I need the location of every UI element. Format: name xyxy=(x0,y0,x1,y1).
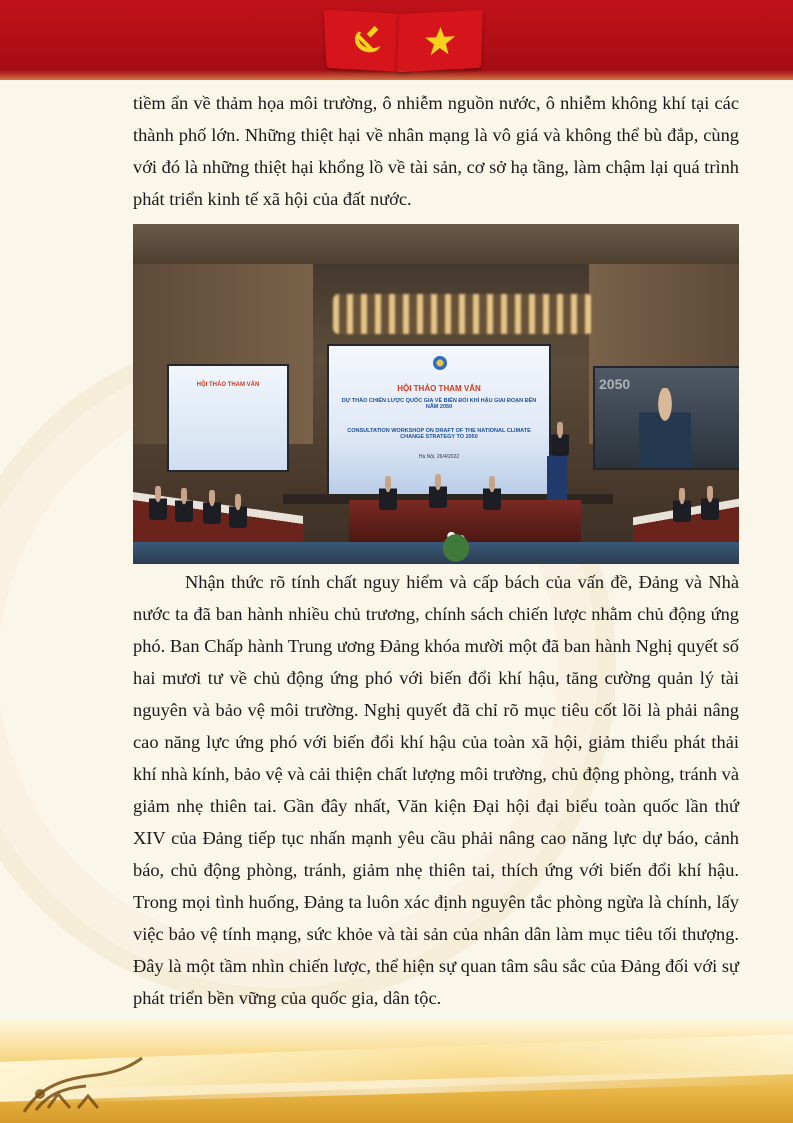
photo-ceiling-lights xyxy=(333,294,593,334)
header-sheen xyxy=(0,70,793,80)
right-projection-screen xyxy=(593,366,739,470)
main-screen-date: Hà Nội, 26/4/2022 xyxy=(418,454,460,460)
bronze-drum-bird-motif-icon xyxy=(18,1050,148,1120)
delegate xyxy=(229,494,247,528)
right-screen-number: 2050 xyxy=(599,376,631,392)
delegate xyxy=(673,488,691,522)
delegate xyxy=(701,486,719,520)
delegate xyxy=(203,490,221,524)
speaker-at-podium xyxy=(551,422,569,456)
paragraph-main: Nhận thức rõ tính chất nguy hiểm và cấp bách của vấn đề, Đảng và Nhà nước ta đã ban hành nhiều chủ trương, chính sách chiến lược nhằm chủ động ứng phó. Ban Chấp hành Trung ương Đảng khóa mười một đã ban hành Nghị quyết số hai mươi tư về chủ động ứng phó với biến đổi khí hậu, tăng cường quản lý tài nguyên và bảo vệ môi trường. Nghị quyết đã chỉ rõ mục tiêu cốt lõi là phải nâng cao năng lực ứng phó với biến đổi khí hậu của toàn xã hội, giảm thiểu phát thải khí nhà kính, bảo vệ và cải thiện chất lượng môi trường, chủ động phòng, tránh và giảm nhẹ thiên tai. Gần đây nhất, Văn kiện Đại hội đại biểu toàn quốc lần thứ XIV của Đảng tiếp tục nhấn mạnh yêu cầu phải nâng cao năng lực dự báo, cảnh báo, chủ động phòng, tránh, giảm nhẹ thiên tai, thích ứng với biến đổi khí hậu. Trong mọi tình huống, Đảng ta luôn xác định nguyên tắc phòng ngừa là chính, lấy việc bảo vệ tính mạng, sức khỏe và tài sản của nhân dân làm mục tiêu tối thượng. Đây là một tầm nhìn chiến lược, thể hiện sự quan tâm sâu sắc của Đảng đối với sự phát triển bền vững của quốc gia, dân tộc. xyxy=(133,572,739,1008)
header-banner xyxy=(0,0,793,80)
delegate xyxy=(175,488,193,522)
star-icon xyxy=(422,23,457,59)
conference-photo xyxy=(133,224,739,564)
left-projection-screen xyxy=(167,364,289,472)
event-logo-icon xyxy=(433,356,447,370)
photo-podium xyxy=(547,456,567,502)
paragraph-intro: tiềm ẩn về thảm họa môi trường, ô nhiễm nguồn nước, ô nhiễm không khí tại các thành phố lớn. Những thiệt hại về nhân mạng là vô giá và không thể bù đắp, cùng với đó là những thiệt hại khổng lồ về tài sản, cơ sở hạ tầng, làm chậm lại quá trình phát triển kinh tế xã hội của đất nước. xyxy=(133,93,739,209)
panelist xyxy=(429,474,447,508)
photo-ceiling xyxy=(133,224,739,264)
delegate xyxy=(149,486,167,520)
flower-arrangement xyxy=(433,524,479,564)
hammer-and-sickle-icon xyxy=(349,23,385,59)
main-screen-subtitle: DỰ THẢO CHIẾN LƯỢC QUỐC GIA VỀ BIẾN ĐỔI KHÍ HẬU GIAI ĐOẠN ĐẾN NĂM 2050 xyxy=(341,398,537,410)
speaker-on-screen xyxy=(639,388,691,468)
panelist xyxy=(379,476,397,510)
panelist xyxy=(483,476,501,510)
main-screen-english: CONSULTATION WORKSHOP ON DRAFT OF THE NATIONAL CLIMATE CHANGE STRATEGY TO 2050 xyxy=(347,428,531,440)
main-screen-title: HỘI THẢO THAM VẤN xyxy=(397,384,481,393)
left-screen-title: HỘI THẢO THAM VẤN xyxy=(196,382,260,388)
footer-banner xyxy=(0,1020,793,1123)
vietnam-national-flag xyxy=(397,10,483,73)
